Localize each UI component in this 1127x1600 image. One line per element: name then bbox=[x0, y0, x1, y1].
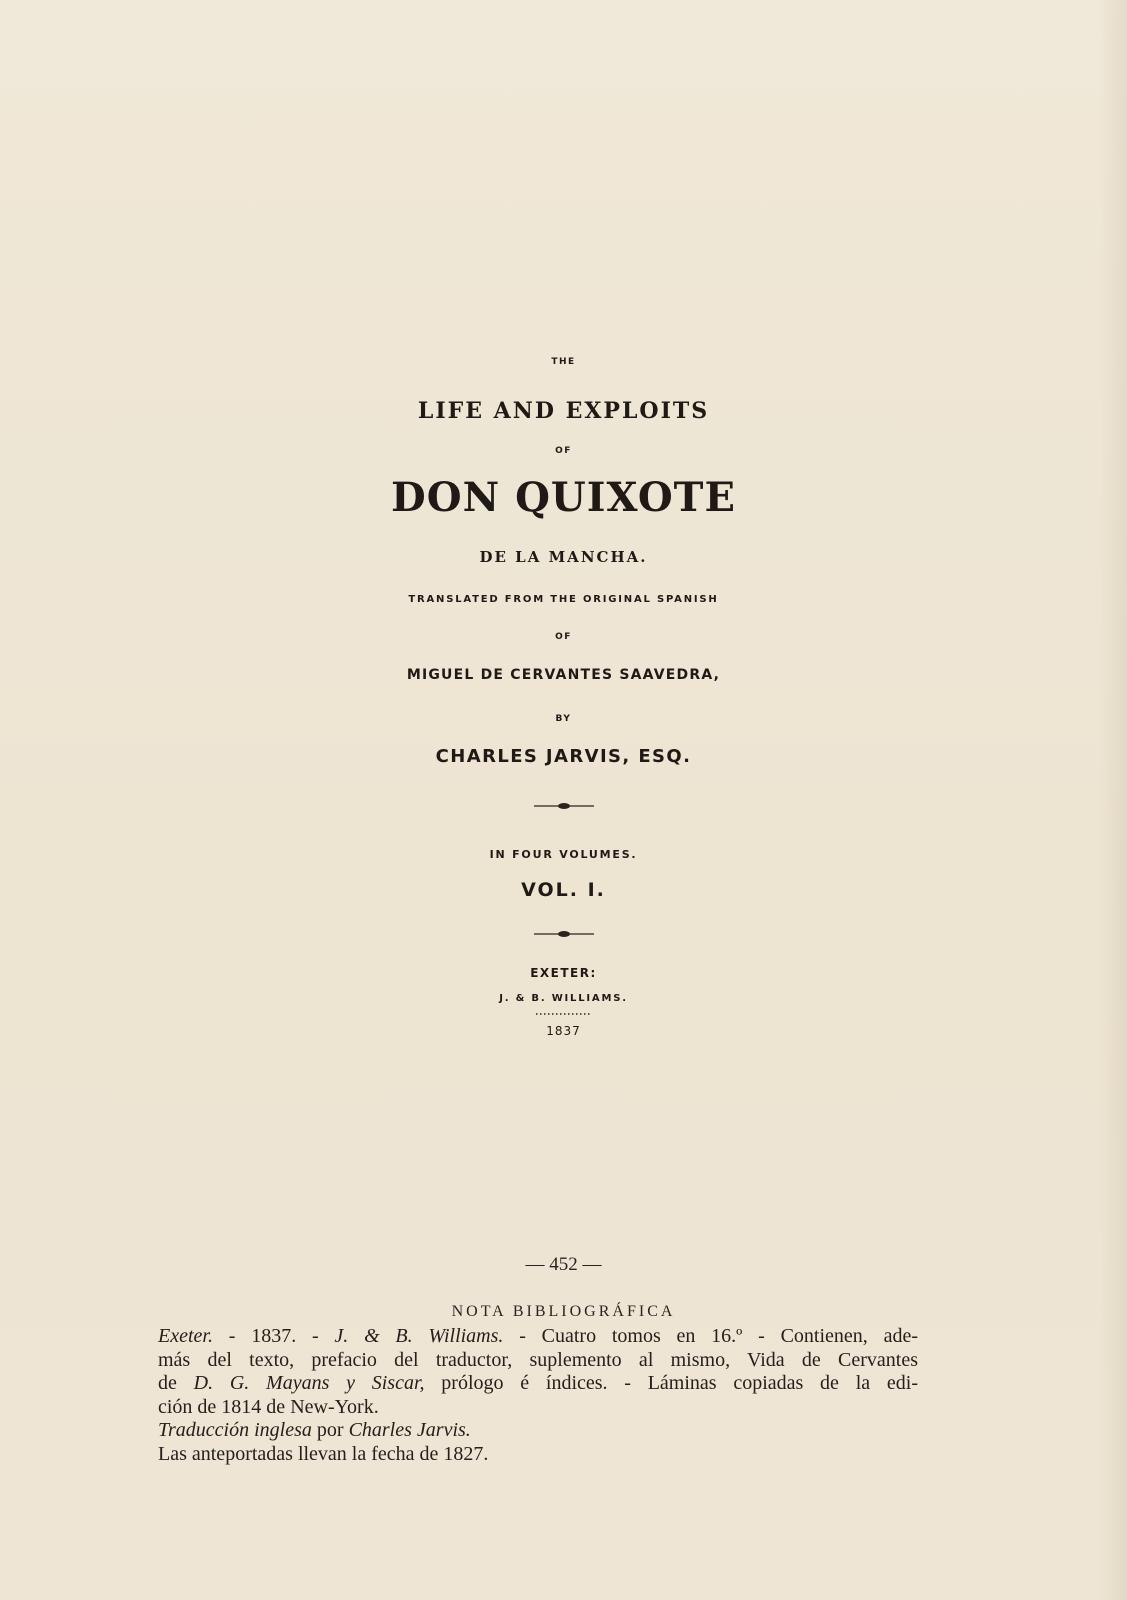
page-edge-shadow bbox=[1099, 0, 1127, 1600]
note-line bbox=[158, 1372, 918, 1396]
title-life-and-exploits: LIFE AND EXPLOITS bbox=[417, 398, 710, 424]
page-number: — 452 — bbox=[525, 1254, 602, 1275]
note-heading: NOTA BIBLIOGRÁFICA bbox=[451, 1303, 676, 1320]
title-the: THE bbox=[551, 357, 576, 367]
note-publisher: J. & B. Williams. bbox=[334, 1325, 504, 1347]
title-of: OF bbox=[555, 446, 572, 456]
title-place: EXETER: bbox=[530, 966, 597, 980]
note-place: Exeter. bbox=[158, 1325, 213, 1347]
title-translator: CHARLES JARVIS, ESQ. bbox=[435, 746, 692, 767]
title-publisher: J. & B. WILLIAMS. bbox=[499, 993, 628, 1004]
title-de-la-mancha: DE LA MANCHA. bbox=[479, 548, 648, 566]
note-person: D. G. Mayans y Siscar, bbox=[193, 1372, 425, 1394]
title-year: 1837 bbox=[546, 1024, 581, 1038]
note-text: - 1837. - bbox=[212, 1325, 335, 1347]
title-of-2: OF bbox=[555, 632, 572, 642]
title-author: MIGUEL DE CERVANTES SAAVEDRA, bbox=[406, 667, 721, 683]
title-don-quixote: DON QUIXOTE bbox=[391, 474, 736, 521]
note-line bbox=[158, 1325, 918, 1349]
note-text: de bbox=[158, 1372, 194, 1394]
note-translator: Charles Jarvis. bbox=[348, 1419, 471, 1441]
title-in-four-volumes: IN FOUR VOLUMES. bbox=[489, 848, 638, 861]
note-line: Las anteportadas llevan la fecha de 1827. bbox=[158, 1442, 489, 1465]
ornament-rule-icon bbox=[0, 802, 1127, 810]
note-line: más del texto, prefacio del traductor, suplemento al mismo, Vida de Cervantes bbox=[158, 1348, 918, 1371]
title-translated-line: TRANSLATED FROM THE ORIGINAL SPANISH bbox=[408, 594, 719, 605]
bibliographic-note bbox=[158, 1325, 918, 1466]
note-text: - Cuatro tomos en 16.º - Contienen, ade- bbox=[503, 1325, 918, 1347]
ornament-rule-icon bbox=[0, 930, 1127, 938]
note-text: por bbox=[311, 1419, 349, 1441]
note-italic: Traducción inglesa bbox=[158, 1419, 312, 1441]
dotted-rule-icon bbox=[0, 1011, 1127, 1017]
note-line: ción de 1814 de New-York. bbox=[158, 1395, 379, 1418]
title-volume: VOL. I. bbox=[521, 879, 606, 901]
title-by: BY bbox=[555, 714, 572, 724]
note-line bbox=[158, 1419, 918, 1443]
note-text: prólogo é índices. - Láminas copiadas de la edi- bbox=[424, 1372, 918, 1394]
